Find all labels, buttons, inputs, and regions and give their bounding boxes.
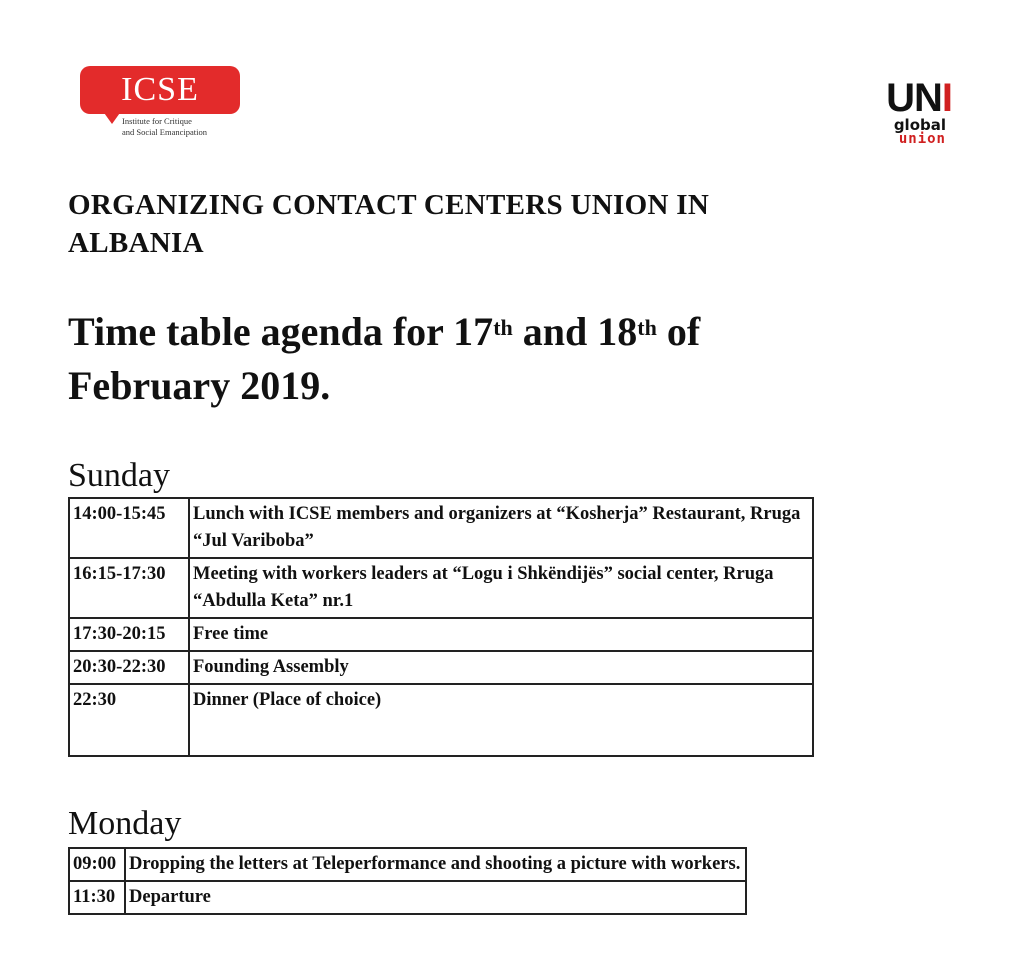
table-row <box>69 881 746 914</box>
activity-cell: Dinner (Place of choice) <box>189 684 813 756</box>
activity-cell: Founding Assembly <box>189 651 813 684</box>
table-row <box>69 618 813 651</box>
document-heading <box>68 186 848 262</box>
icse-subtitle-line1: Institute for Critique <box>122 116 192 126</box>
time-cell: 16:15-17:30 <box>69 558 189 618</box>
agenda-sup2: th <box>637 315 657 340</box>
table-row <box>69 651 813 684</box>
uni-logo-line1: global <box>893 116 946 134</box>
agenda-part2: and 18 <box>512 309 638 354</box>
uni-logo-wordmark <box>862 78 952 118</box>
uni-global-union-logo <box>862 78 952 158</box>
agenda-part3: of <box>656 309 701 354</box>
sunday-label: Sunday <box>68 457 170 494</box>
activity-cell: Free time <box>189 618 813 651</box>
table-row <box>69 498 813 558</box>
uni-logo-red: I <box>941 76 952 120</box>
time-cell: 22:30 <box>69 684 189 756</box>
time-cell: 09:00 <box>69 848 125 881</box>
time-cell: 14:00-15:45 <box>69 498 189 558</box>
icse-logo-tail <box>102 110 122 124</box>
time-cell: 17:30-20:15 <box>69 618 189 651</box>
table-row <box>69 684 813 756</box>
sunday-schedule-table <box>68 497 814 757</box>
table-row <box>69 558 813 618</box>
heading-line2: ALBANIA <box>68 227 204 259</box>
table-row <box>69 848 746 881</box>
activity-cell: Meeting with workers leaders at “Logu i Shkëndijës” social center, Rruga “Abdulla Keta” nr.1 <box>189 558 813 618</box>
uni-logo-black: UN <box>886 76 942 120</box>
icse-subtitle-line2: and Social Emancipation <box>122 127 207 137</box>
uni-logo-line2: union <box>898 131 946 147</box>
agenda-title-line2: February 2019. <box>68 363 331 408</box>
icse-logo-wordmark: ICSE <box>80 66 240 114</box>
activity-cell: Departure <box>125 881 746 914</box>
icse-logo-subtitle <box>122 116 207 138</box>
agenda-part1: Time table agenda for 17 <box>68 309 494 354</box>
time-cell: 20:30-22:30 <box>69 651 189 684</box>
monday-schedule-table <box>68 847 747 915</box>
heading-line1: ORGANIZING CONTACT CENTERS UNION IN <box>68 189 710 221</box>
activity-cell: Dropping the letters at Teleperformance and shooting a picture with workers. <box>125 848 746 881</box>
activity-cell: Lunch with ICSE members and organizers at “Kosherja” Restaurant, Rruga “Jul Variboba” <box>189 498 813 558</box>
agenda-title <box>68 305 848 413</box>
time-cell: 11:30 <box>69 881 125 914</box>
agenda-title-line1 <box>68 305 848 359</box>
icse-logo <box>76 66 276 146</box>
agenda-sup1: th <box>493 315 513 340</box>
monday-label: Monday <box>68 805 182 842</box>
